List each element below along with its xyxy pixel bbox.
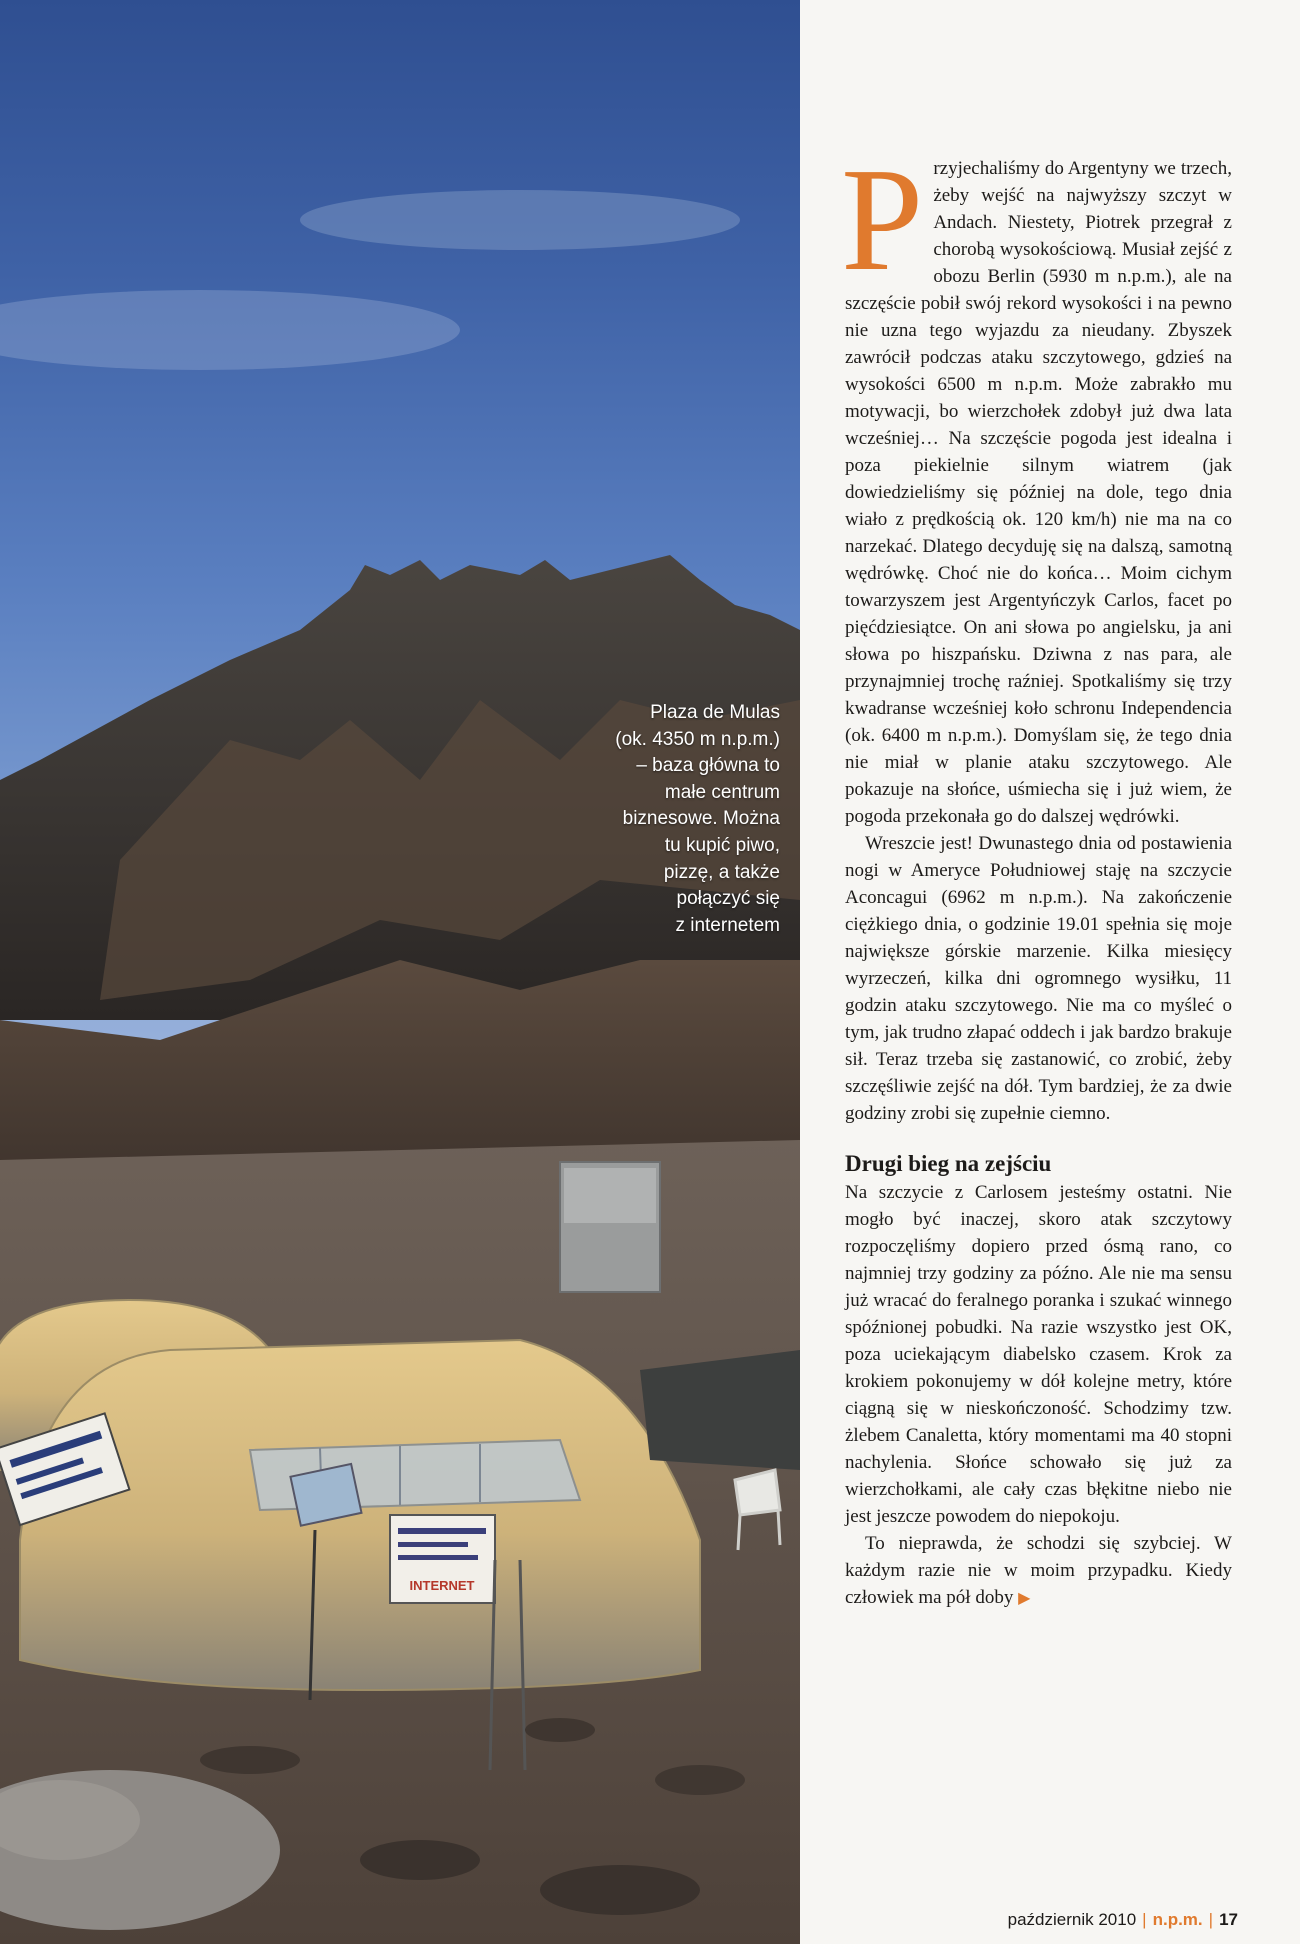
banner-stripe: [398, 1555, 478, 1560]
cloud: [0, 290, 460, 370]
page-number: 17: [1219, 1910, 1238, 1929]
drop-cap: P: [841, 138, 924, 302]
rock: [655, 1765, 745, 1795]
photo-caption: [590, 700, 780, 939]
caption-line: połączyć się: [676, 888, 780, 910]
magazine-brand: n.p.m.: [1152, 1910, 1203, 1929]
continue-arrow-icon: ▶: [1018, 1590, 1031, 1607]
paragraph-1-text: rzyjechaliśmy do Argentyny we trzech, żeby wejść na najwyższy szczyt w Andach. Niestety, Piotrek przegrał z chorobą wysokościową. Musiał zejść z obozu Berlin (5930 m n.p.m.), ale na szczęście pobił swój rekord wysokości i na pewno nie uzna tego wyjazdu za nieudany. Zbyszek zawrócił podczas ataku szczytowego, gdzieś na wysokości 6500 m n.p.m. Może zabrakło mu motywacji, bo wierzchołek zdobył już dwa lata wcześniej… Na szczęście pogoda jest idealna i poza piekielnie silnym wiatrem (jak dowiedzieliśmy się później na dole, tego dnia wiało z prędkością ok. 120 km/h) nie ma na co narzekać. Dlatego decyduję się na dalszą, samotną wędrówkę. Choć nie do końca… Moim cichym towarzyszem jest Argentyńczyk Carlos, facet po pięćdziesiątce. On ani słowa po angielsku, ja ani słowa po hiszpańsku. Dziwna z nas para, ale przynajmniej trochę raźniej. Spotkaliśmy się trzy kwadranse wcześniej koło schronu Independencia (ok. 6400 m n.p.m.). Domyślam się, że tego dnia nie miał w planie ataku szczytowego. Ale pokazuje na słońce, uśmiecha się i już wiem, że pogoda przekonała go do dalszej wędrówki.: [845, 158, 1232, 827]
subheading: Drugi bieg na zejściu: [845, 1151, 1052, 1176]
banner-text: INTERNET: [409, 1578, 475, 1593]
rock: [525, 1718, 595, 1742]
paragraph-4-text: To nieprawda, że schodzi się szybciej. W każdym razie nie w moim przypadku. Kiedy człowiek ma pół doby: [845, 1533, 1232, 1608]
paragraph-4: [845, 1530, 1232, 1612]
paragraph-3: Na szczycie z Carlosem jesteśmy ostatni. Nie mogło być inaczej, skoro atak szczytowy rozpoczęliśmy dopiero przed ósmą rano, co najmniej trzy godziny za późno. Ale nie ma sensu już wracać do feralnego poranka i szukać winnego spóźnionej pobudki. Na razie wszystko jest OK, poza uciekającym diabelsko czasem. Krok za krokiem pokonujemy w dół kolejne metry, które ciągną się w nieskończoność. Schodzimy tzw. żlebem Canaletta, który momentami ma 40 stopni nachylenia. Słońce schowało się już za wierzchołkami, ale cały czas błękitne niebo nie jest jeszcze powodem do niepokoju.: [845, 1182, 1232, 1527]
page-footer: [1008, 1910, 1238, 1930]
storage-hut-panel: [564, 1168, 656, 1223]
caption-line: biznesowe. Można: [622, 808, 780, 830]
rock: [540, 1865, 700, 1915]
footer-separator: |: [1142, 1910, 1147, 1929]
issue-date: październik 2010: [1007, 1910, 1137, 1929]
paragraph-2: Wreszcie jest! Dwunastego dnia od postawienia nogi w Ameryce Południowej staję na szczycie Aconcagui (6962 m n.p.m.). Na zakończenie ciężkiego dnia, o godzinie 19.01 spełnia się moje największe górskie marzenie. Kilka miesięcy wyrzeczeń, kilka dni ogromnego wysiłku, 11 godzin ataku szczytowego. Nie ma co myśleć o tym, jak trudno złapać oddech i jak bardzo brakuje sił. Teraz trzeba się zastanowić, co zrobić, żeby szczęśliwie zejść na dół. Tym bardziej, że za dwie godziny zrobi się zupełnie ciemno.: [845, 833, 1232, 1124]
banner-stripe: [398, 1542, 468, 1547]
caption-line: Plaza de Mulas: [650, 702, 780, 723]
caption-line: (ok. 4350 m n.p.m.): [615, 728, 780, 750]
rock: [200, 1746, 300, 1774]
paragraph-1: [841, 138, 1232, 830]
main-dome-tent: [20, 1340, 700, 1690]
cloud: [300, 190, 740, 250]
caption-line: tu kupić piwo,: [664, 834, 780, 856]
dark-tent: [640, 1350, 800, 1470]
caption-line: pizzę, a także: [663, 861, 780, 883]
caption-line: z internetem: [675, 914, 780, 936]
caption-line: małe centrum: [664, 781, 780, 803]
rock: [360, 1840, 480, 1880]
banner-stripe: [398, 1528, 486, 1534]
article-column: [841, 138, 1232, 1612]
footer-separator: |: [1208, 1910, 1214, 1929]
caption-line: – baza główna to: [636, 755, 780, 777]
